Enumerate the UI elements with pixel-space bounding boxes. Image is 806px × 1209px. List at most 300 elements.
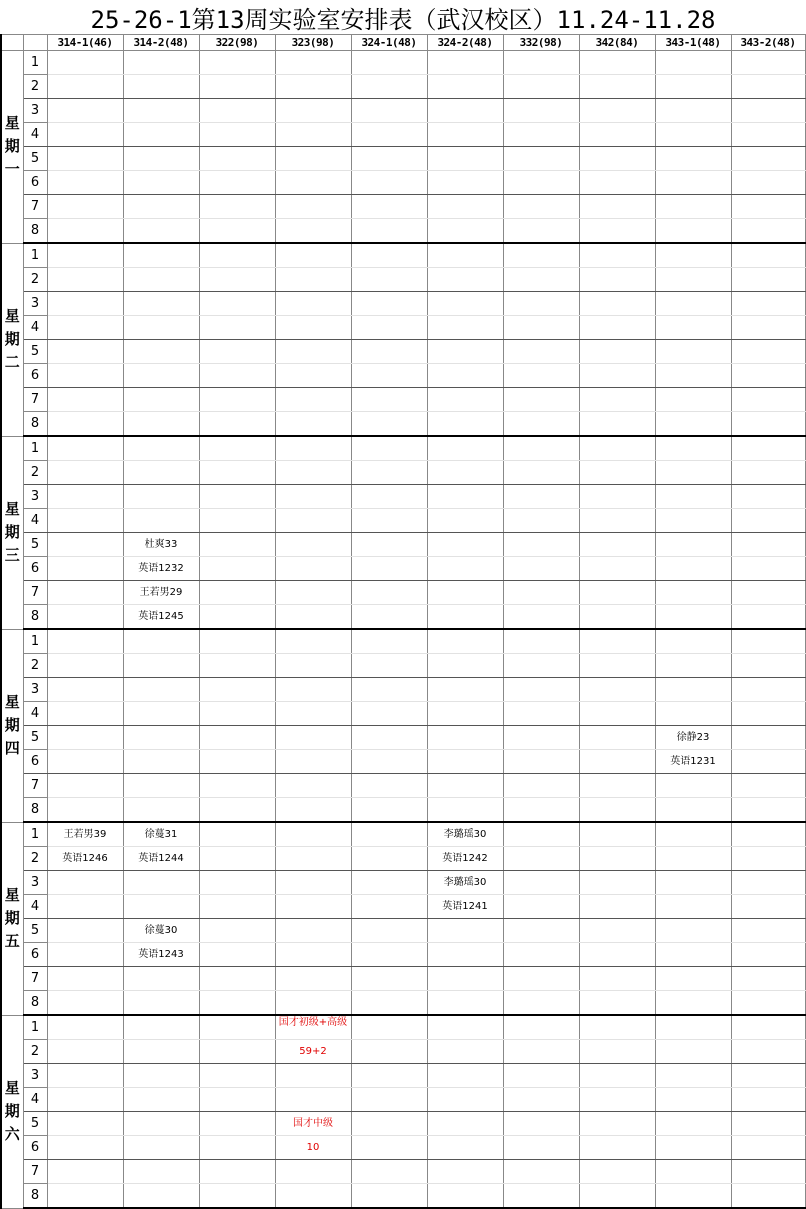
schedule-cell[interactable] <box>503 1040 579 1064</box>
schedule-cell[interactable] <box>275 774 351 798</box>
schedule-cell[interactable] <box>655 485 731 509</box>
schedule-cell[interactable] <box>731 1064 805 1088</box>
schedule-cell[interactable] <box>427 605 503 630</box>
schedule-cell[interactable] <box>427 268 503 292</box>
schedule-cell[interactable] <box>731 533 805 557</box>
schedule-cell[interactable] <box>503 654 579 678</box>
schedule-cell[interactable] <box>275 967 351 991</box>
schedule-cell[interactable] <box>275 605 351 630</box>
schedule-cell[interactable] <box>47 678 123 702</box>
schedule-cell[interactable] <box>655 1112 731 1136</box>
schedule-cell[interactable] <box>275 436 351 461</box>
schedule-cell[interactable] <box>731 99 805 123</box>
schedule-cell[interactable] <box>731 1184 805 1209</box>
schedule-cell[interactable] <box>427 581 503 605</box>
schedule-cell[interactable] <box>47 412 123 437</box>
schedule-cell[interactable] <box>731 123 805 147</box>
schedule-cell[interactable] <box>199 1088 275 1112</box>
schedule-cell[interactable] <box>351 967 427 991</box>
schedule-cell[interactable] <box>275 726 351 750</box>
schedule-cell[interactable] <box>47 509 123 533</box>
schedule-cell[interactable] <box>503 1064 579 1088</box>
schedule-cell[interactable] <box>655 461 731 485</box>
schedule-cell[interactable] <box>427 798 503 823</box>
schedule-cell[interactable] <box>579 436 655 461</box>
schedule-cell[interactable] <box>351 436 427 461</box>
schedule-cell[interactable] <box>123 485 199 509</box>
schedule-cell[interactable] <box>123 219 199 244</box>
booking-cell[interactable]: 英语1243 <box>123 943 199 967</box>
schedule-cell[interactable] <box>503 774 579 798</box>
schedule-cell[interactable] <box>199 581 275 605</box>
schedule-cell[interactable] <box>275 171 351 195</box>
schedule-cell[interactable] <box>199 195 275 219</box>
schedule-cell[interactable] <box>351 1112 427 1136</box>
schedule-cell[interactable] <box>123 726 199 750</box>
schedule-cell[interactable] <box>579 991 655 1016</box>
schedule-cell[interactable] <box>47 268 123 292</box>
schedule-cell[interactable] <box>199 388 275 412</box>
schedule-cell[interactable] <box>579 388 655 412</box>
schedule-cell[interactable] <box>427 991 503 1016</box>
schedule-cell[interactable] <box>47 364 123 388</box>
schedule-cell[interactable] <box>655 847 731 871</box>
schedule-cell[interactable] <box>351 678 427 702</box>
schedule-cell[interactable] <box>655 171 731 195</box>
schedule-cell[interactable] <box>123 412 199 437</box>
schedule-cell[interactable] <box>579 340 655 364</box>
schedule-cell[interactable] <box>275 750 351 774</box>
schedule-cell[interactable] <box>731 991 805 1016</box>
schedule-cell[interactable] <box>351 895 427 919</box>
schedule-cell[interactable] <box>123 629 199 654</box>
schedule-cell[interactable] <box>275 316 351 340</box>
schedule-cell[interactable] <box>579 847 655 871</box>
schedule-cell[interactable] <box>199 750 275 774</box>
schedule-cell[interactable] <box>123 436 199 461</box>
schedule-cell[interactable] <box>655 123 731 147</box>
schedule-cell[interactable] <box>579 219 655 244</box>
schedule-cell[interactable] <box>579 75 655 99</box>
schedule-cell[interactable] <box>579 1064 655 1088</box>
schedule-cell[interactable] <box>655 967 731 991</box>
schedule-cell[interactable] <box>427 1136 503 1160</box>
schedule-cell[interactable] <box>579 461 655 485</box>
schedule-cell[interactable] <box>503 147 579 171</box>
schedule-cell[interactable] <box>47 243 123 268</box>
schedule-cell[interactable] <box>731 292 805 316</box>
schedule-cell[interactable] <box>731 1088 805 1112</box>
schedule-cell[interactable] <box>503 461 579 485</box>
schedule-cell[interactable] <box>275 51 351 75</box>
schedule-cell[interactable] <box>47 750 123 774</box>
schedule-cell[interactable] <box>427 340 503 364</box>
schedule-cell[interactable] <box>655 919 731 943</box>
schedule-cell[interactable] <box>199 123 275 147</box>
schedule-cell[interactable] <box>47 75 123 99</box>
schedule-cell[interactable] <box>275 678 351 702</box>
schedule-cell[interactable] <box>47 123 123 147</box>
schedule-cell[interactable] <box>579 1015 655 1040</box>
schedule-cell[interactable] <box>655 629 731 654</box>
schedule-cell[interactable] <box>199 99 275 123</box>
schedule-cell[interactable] <box>47 388 123 412</box>
schedule-cell[interactable] <box>351 243 427 268</box>
schedule-cell[interactable] <box>351 629 427 654</box>
schedule-cell[interactable] <box>655 822 731 847</box>
schedule-cell[interactable] <box>351 99 427 123</box>
schedule-cell[interactable] <box>503 847 579 871</box>
booking-cell[interactable]: 英语1241 <box>427 895 503 919</box>
schedule-cell[interactable] <box>47 919 123 943</box>
schedule-cell[interactable] <box>123 798 199 823</box>
schedule-cell[interactable] <box>47 605 123 630</box>
schedule-cell[interactable] <box>503 871 579 895</box>
schedule-cell[interactable] <box>731 171 805 195</box>
schedule-cell[interactable] <box>503 171 579 195</box>
schedule-cell[interactable] <box>199 774 275 798</box>
schedule-cell[interactable] <box>351 991 427 1016</box>
schedule-cell[interactable] <box>579 605 655 630</box>
booking-cell[interactable]: 英语1232 <box>123 557 199 581</box>
schedule-cell[interactable] <box>731 919 805 943</box>
schedule-cell[interactable] <box>123 678 199 702</box>
schedule-cell[interactable] <box>655 316 731 340</box>
schedule-cell[interactable] <box>503 1112 579 1136</box>
schedule-cell[interactable] <box>351 919 427 943</box>
schedule-cell[interactable] <box>579 412 655 437</box>
schedule-cell[interactable] <box>275 388 351 412</box>
schedule-cell[interactable] <box>351 943 427 967</box>
schedule-cell[interactable] <box>427 557 503 581</box>
schedule-cell[interactable] <box>351 1184 427 1209</box>
schedule-cell[interactable] <box>655 412 731 437</box>
schedule-cell[interactable] <box>47 485 123 509</box>
schedule-cell[interactable] <box>427 123 503 147</box>
schedule-cell[interactable] <box>123 1088 199 1112</box>
schedule-cell[interactable] <box>655 605 731 630</box>
booking-cell[interactable]: 英语1231 <box>655 750 731 774</box>
schedule-cell[interactable] <box>47 895 123 919</box>
schedule-cell[interactable] <box>427 364 503 388</box>
schedule-cell[interactable] <box>503 509 579 533</box>
schedule-cell[interactable] <box>123 51 199 75</box>
schedule-cell[interactable] <box>123 1064 199 1088</box>
schedule-cell[interactable] <box>655 533 731 557</box>
schedule-cell[interactable] <box>275 75 351 99</box>
schedule-cell[interactable] <box>199 1112 275 1136</box>
schedule-cell[interactable] <box>731 485 805 509</box>
booking-cell[interactable]: 10 <box>275 1136 351 1160</box>
schedule-cell[interactable] <box>731 75 805 99</box>
schedule-cell[interactable] <box>427 75 503 99</box>
schedule-cell[interactable] <box>275 895 351 919</box>
schedule-cell[interactable] <box>351 750 427 774</box>
schedule-cell[interactable] <box>579 895 655 919</box>
schedule-cell[interactable] <box>275 99 351 123</box>
schedule-cell[interactable] <box>579 702 655 726</box>
schedule-cell[interactable] <box>731 340 805 364</box>
schedule-cell[interactable] <box>47 1112 123 1136</box>
schedule-cell[interactable] <box>199 919 275 943</box>
schedule-cell[interactable] <box>427 171 503 195</box>
schedule-cell[interactable] <box>427 412 503 437</box>
schedule-cell[interactable] <box>47 436 123 461</box>
schedule-cell[interactable] <box>427 1015 503 1040</box>
schedule-cell[interactable] <box>503 1088 579 1112</box>
schedule-cell[interactable] <box>351 1160 427 1184</box>
schedule-cell[interactable] <box>199 822 275 847</box>
schedule-cell[interactable] <box>731 967 805 991</box>
schedule-cell[interactable] <box>351 1040 427 1064</box>
schedule-cell[interactable] <box>731 1160 805 1184</box>
schedule-cell[interactable] <box>655 991 731 1016</box>
schedule-cell[interactable] <box>351 774 427 798</box>
schedule-cell[interactable] <box>47 51 123 75</box>
schedule-cell[interactable] <box>731 847 805 871</box>
booking-cell[interactable]: 英语1242 <box>427 847 503 871</box>
schedule-cell[interactable] <box>579 51 655 75</box>
booking-cell[interactable]: 李璐瑶30 <box>427 871 503 895</box>
schedule-cell[interactable] <box>655 340 731 364</box>
schedule-cell[interactable] <box>47 581 123 605</box>
schedule-cell[interactable] <box>655 1136 731 1160</box>
schedule-cell[interactable] <box>655 1160 731 1184</box>
schedule-cell[interactable] <box>199 364 275 388</box>
schedule-cell[interactable] <box>731 943 805 967</box>
schedule-cell[interactable] <box>731 1136 805 1160</box>
schedule-cell[interactable] <box>655 388 731 412</box>
booking-cell[interactable]: 王若男39 <box>47 822 123 847</box>
schedule-cell[interactable] <box>731 243 805 268</box>
schedule-cell[interactable] <box>655 871 731 895</box>
schedule-cell[interactable] <box>351 292 427 316</box>
schedule-cell[interactable] <box>579 533 655 557</box>
schedule-cell[interactable] <box>655 147 731 171</box>
schedule-cell[interactable] <box>123 123 199 147</box>
schedule-cell[interactable] <box>351 388 427 412</box>
schedule-cell[interactable] <box>427 147 503 171</box>
schedule-cell[interactable] <box>503 798 579 823</box>
schedule-cell[interactable] <box>123 1136 199 1160</box>
schedule-cell[interactable] <box>503 51 579 75</box>
schedule-cell[interactable] <box>351 268 427 292</box>
schedule-cell[interactable] <box>655 1015 731 1040</box>
schedule-cell[interactable] <box>123 774 199 798</box>
schedule-cell[interactable] <box>199 726 275 750</box>
schedule-cell[interactable] <box>351 171 427 195</box>
schedule-cell[interactable] <box>123 388 199 412</box>
schedule-cell[interactable] <box>123 895 199 919</box>
schedule-cell[interactable] <box>503 292 579 316</box>
schedule-cell[interactable] <box>351 219 427 244</box>
schedule-cell[interactable] <box>275 654 351 678</box>
schedule-cell[interactable] <box>199 412 275 437</box>
booking-cell[interactable]: 徐静23 <box>655 726 731 750</box>
booking-cell[interactable]: 英语1246 <box>47 847 123 871</box>
schedule-cell[interactable] <box>275 412 351 437</box>
booking-cell[interactable]: 徐蔓31 <box>123 822 199 847</box>
schedule-cell[interactable] <box>275 219 351 244</box>
schedule-cell[interactable] <box>351 822 427 847</box>
schedule-cell[interactable] <box>123 147 199 171</box>
schedule-cell[interactable] <box>47 171 123 195</box>
schedule-cell[interactable] <box>199 629 275 654</box>
schedule-cell[interactable] <box>503 243 579 268</box>
schedule-cell[interactable] <box>731 798 805 823</box>
schedule-cell[interactable] <box>427 1088 503 1112</box>
schedule-cell[interactable] <box>503 388 579 412</box>
booking-cell[interactable]: 国才初级+高级 <box>275 1015 351 1040</box>
schedule-cell[interactable] <box>199 533 275 557</box>
schedule-cell[interactable] <box>123 991 199 1016</box>
schedule-cell[interactable] <box>47 774 123 798</box>
schedule-cell[interactable] <box>47 316 123 340</box>
schedule-cell[interactable] <box>199 1184 275 1209</box>
schedule-cell[interactable] <box>47 1184 123 1209</box>
schedule-cell[interactable] <box>275 485 351 509</box>
schedule-cell[interactable] <box>655 1040 731 1064</box>
schedule-cell[interactable] <box>47 1088 123 1112</box>
schedule-cell[interactable] <box>199 702 275 726</box>
schedule-cell[interactable] <box>123 461 199 485</box>
schedule-cell[interactable] <box>731 605 805 630</box>
schedule-cell[interactable] <box>275 629 351 654</box>
schedule-cell[interactable] <box>579 654 655 678</box>
schedule-cell[interactable] <box>199 557 275 581</box>
schedule-cell[interactable] <box>123 75 199 99</box>
schedule-cell[interactable] <box>47 798 123 823</box>
schedule-cell[interactable] <box>47 557 123 581</box>
schedule-cell[interactable] <box>351 605 427 630</box>
schedule-cell[interactable] <box>503 822 579 847</box>
schedule-cell[interactable] <box>503 268 579 292</box>
schedule-cell[interactable] <box>351 581 427 605</box>
schedule-cell[interactable] <box>199 1136 275 1160</box>
schedule-cell[interactable] <box>199 798 275 823</box>
schedule-cell[interactable] <box>275 919 351 943</box>
schedule-cell[interactable] <box>427 750 503 774</box>
schedule-cell[interactable] <box>351 557 427 581</box>
schedule-cell[interactable] <box>123 702 199 726</box>
schedule-cell[interactable] <box>579 1088 655 1112</box>
schedule-cell[interactable] <box>427 726 503 750</box>
schedule-cell[interactable] <box>503 1160 579 1184</box>
schedule-cell[interactable] <box>655 702 731 726</box>
schedule-cell[interactable] <box>427 292 503 316</box>
schedule-cell[interactable] <box>351 123 427 147</box>
schedule-cell[interactable] <box>579 726 655 750</box>
schedule-cell[interactable] <box>427 51 503 75</box>
schedule-cell[interactable] <box>123 340 199 364</box>
schedule-cell[interactable] <box>123 171 199 195</box>
schedule-cell[interactable] <box>47 1015 123 1040</box>
schedule-cell[interactable] <box>427 99 503 123</box>
schedule-cell[interactable] <box>351 798 427 823</box>
schedule-cell[interactable] <box>731 726 805 750</box>
schedule-cell[interactable] <box>427 654 503 678</box>
schedule-cell[interactable] <box>275 123 351 147</box>
schedule-cell[interactable] <box>199 51 275 75</box>
schedule-cell[interactable] <box>351 364 427 388</box>
schedule-cell[interactable] <box>47 967 123 991</box>
schedule-cell[interactable] <box>199 219 275 244</box>
schedule-cell[interactable] <box>579 1160 655 1184</box>
schedule-cell[interactable] <box>427 967 503 991</box>
schedule-cell[interactable] <box>731 195 805 219</box>
schedule-cell[interactable] <box>123 871 199 895</box>
schedule-cell[interactable] <box>503 1136 579 1160</box>
schedule-cell[interactable] <box>275 847 351 871</box>
schedule-cell[interactable] <box>199 461 275 485</box>
schedule-cell[interactable] <box>427 195 503 219</box>
schedule-cell[interactable] <box>275 340 351 364</box>
schedule-cell[interactable] <box>731 1112 805 1136</box>
booking-cell[interactable]: 英语1245 <box>123 605 199 630</box>
schedule-cell[interactable] <box>731 774 805 798</box>
schedule-cell[interactable] <box>731 557 805 581</box>
schedule-cell[interactable] <box>579 509 655 533</box>
schedule-cell[interactable] <box>123 1160 199 1184</box>
schedule-cell[interactable] <box>503 557 579 581</box>
schedule-cell[interactable] <box>199 316 275 340</box>
schedule-cell[interactable] <box>427 1184 503 1209</box>
schedule-cell[interactable] <box>275 1160 351 1184</box>
schedule-cell[interactable] <box>655 292 731 316</box>
schedule-cell[interactable] <box>351 147 427 171</box>
schedule-cell[interactable] <box>47 943 123 967</box>
schedule-cell[interactable] <box>351 1088 427 1112</box>
schedule-cell[interactable] <box>731 364 805 388</box>
schedule-cell[interactable] <box>579 557 655 581</box>
schedule-cell[interactable] <box>427 485 503 509</box>
schedule-cell[interactable] <box>503 436 579 461</box>
schedule-cell[interactable] <box>503 316 579 340</box>
schedule-cell[interactable] <box>351 195 427 219</box>
schedule-cell[interactable] <box>427 436 503 461</box>
schedule-cell[interactable] <box>655 243 731 268</box>
schedule-cell[interactable] <box>731 51 805 75</box>
schedule-cell[interactable] <box>427 461 503 485</box>
schedule-cell[interactable] <box>655 1184 731 1209</box>
schedule-cell[interactable] <box>275 798 351 823</box>
schedule-cell[interactable] <box>47 654 123 678</box>
schedule-cell[interactable] <box>655 943 731 967</box>
schedule-cell[interactable] <box>503 919 579 943</box>
schedule-cell[interactable] <box>731 147 805 171</box>
schedule-cell[interactable] <box>427 678 503 702</box>
schedule-cell[interactable] <box>427 316 503 340</box>
booking-cell[interactable]: 杜爽33 <box>123 533 199 557</box>
schedule-cell[interactable] <box>503 605 579 630</box>
schedule-cell[interactable] <box>731 219 805 244</box>
schedule-cell[interactable] <box>427 388 503 412</box>
schedule-cell[interactable] <box>275 243 351 268</box>
schedule-cell[interactable] <box>199 485 275 509</box>
booking-cell[interactable]: 国才中级 <box>275 1112 351 1136</box>
schedule-cell[interactable] <box>47 871 123 895</box>
booking-cell[interactable]: 王若男29 <box>123 581 199 605</box>
schedule-cell[interactable] <box>123 292 199 316</box>
schedule-cell[interactable] <box>199 436 275 461</box>
schedule-cell[interactable] <box>199 1160 275 1184</box>
schedule-cell[interactable] <box>199 605 275 630</box>
schedule-cell[interactable] <box>503 412 579 437</box>
schedule-cell[interactable] <box>275 581 351 605</box>
schedule-cell[interactable] <box>351 316 427 340</box>
schedule-cell[interactable] <box>47 461 123 485</box>
schedule-cell[interactable] <box>351 847 427 871</box>
